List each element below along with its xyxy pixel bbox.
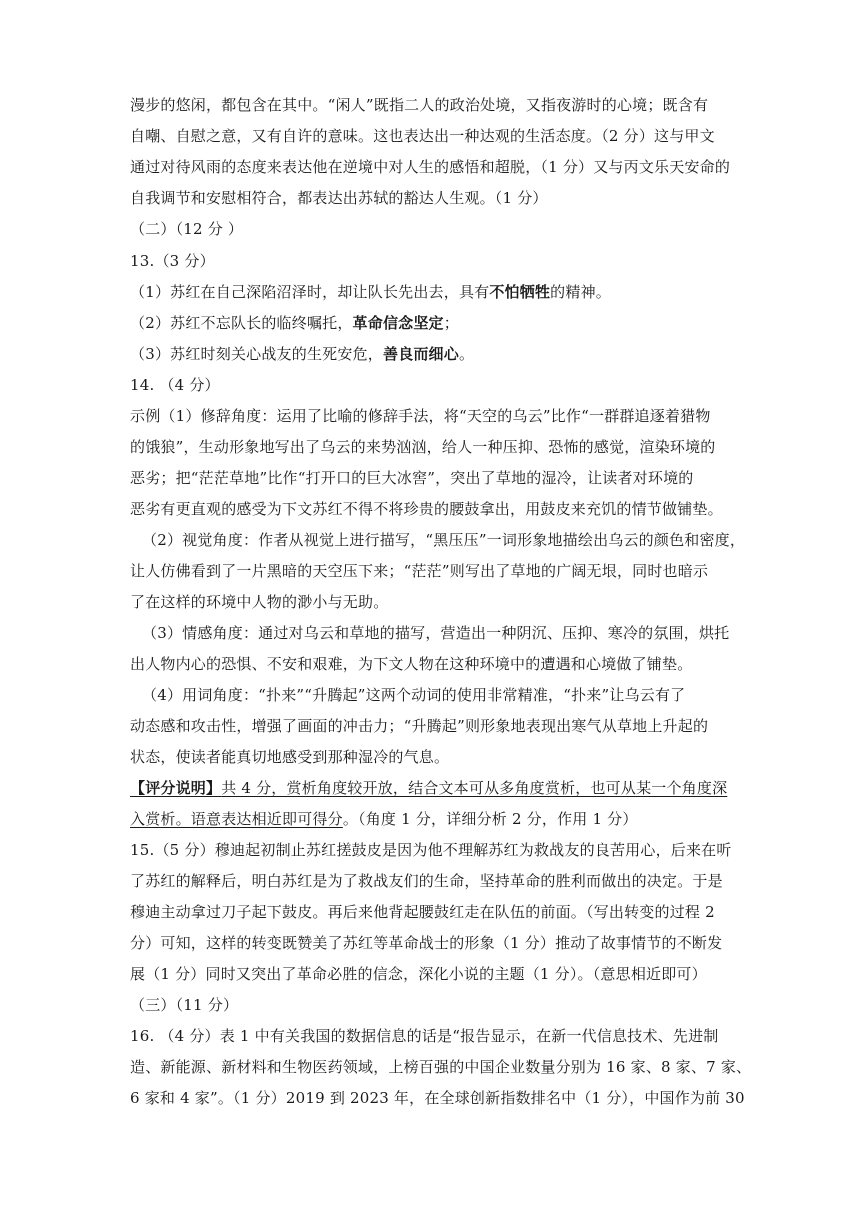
text-line <box>130 313 770 333</box>
text-segment: 13.（3 分） <box>130 252 215 270</box>
text-segment: 分）可知，这样的转变既赞美了苏红等革命战士的形象（1 分）推动了故事情节的不断发 <box>130 934 723 952</box>
text-segment: 穆迪主动拿过刀子起下鼓皮。再后来他背起腰鼓红走在队伍的前面。（写出转变的过程 2 <box>130 903 715 921</box>
text-segment: 展（1 分）同时又突出了革命必胜的信念，深化小说的主题（1 分）。（意思相近即可） <box>130 965 707 983</box>
text-line <box>142 685 782 705</box>
text-line <box>130 95 770 115</box>
text-segment: 恶劣有更直观的感受为下文苏红不得不将珍贵的腰鼓拿出，用鼓皮来充饥的情节做铺垫。 <box>130 500 723 518</box>
text-segment: 的饿狼”，生动形象地写出了乌云的来势汹汹，给人一种压抑、恐怖的感觉，渲染环境的 <box>130 438 716 456</box>
text-line <box>130 1026 770 1046</box>
text-line <box>130 282 770 302</box>
text-line <box>130 126 770 146</box>
text-line <box>130 902 770 922</box>
text-segment: 14. （4 分） <box>130 376 220 394</box>
text-line <box>130 561 770 581</box>
text-line <box>130 406 770 426</box>
text-line <box>130 251 770 271</box>
text-segment: 15.（5 分）穆迪起初制止苏红搓鼓皮是因为他不理解苏红为救战友的良苦用心，后来在听 <box>130 841 732 859</box>
text-segment: （2）苏红不忘队长的临终嘱托， <box>130 314 353 332</box>
text-segment: （3）情感角度：通过对乌云和草地的描写，营造出一种阴沉、压抑、寒冷的氛围，烘托 <box>142 624 730 642</box>
text-segment: 自嘲、自慰之意，又有自许的意味。这也表达出一种达观的生活态度。（2 分）这与甲文 <box>130 127 715 145</box>
text-line <box>130 468 770 488</box>
text-line <box>130 716 770 736</box>
text-segment: 示例（1）修辞角度：运用了比喻的修辞手法，将“天空的乌云”比作“一群群追逐着猎物 <box>130 407 711 425</box>
text-segment: 自我调节和安慰相符合，都表达出苏轼的豁达人生观。（1 分） <box>130 189 548 207</box>
text-segment: 通过对待风雨的态度来表达他在逆境中对人生的感悟和超脱，（1 分）又与丙文乐天安命的 <box>130 158 731 176</box>
text-line <box>130 188 770 208</box>
text-line <box>130 592 770 612</box>
text-line <box>130 1088 770 1108</box>
text-segment: （3）苏红时刻关心战友的生死安危， <box>130 345 383 363</box>
text-line <box>142 530 782 550</box>
text-segment: 出人物内心的恐惧、不安和艰难，为下文人物在这种环境中的遭遇和心境做了铺垫。 <box>130 655 693 673</box>
text-line <box>130 964 770 984</box>
text-line <box>130 933 770 953</box>
text-segment: 让人仿佛看到了一片黑暗的天空压下来；“茫茫”则写出了草地的广阔无垠，同时也暗示 <box>130 562 709 580</box>
text-line <box>130 499 770 519</box>
text-segment: （1）苏红在自己深陷沼泽时，却让队长先出去，具有 <box>130 283 490 301</box>
text-line <box>130 157 770 177</box>
emphasis-text: 革命信念坚定 <box>352 314 444 332</box>
text-line <box>130 344 770 364</box>
text-segment: 状态，使读者能真切地感受到那种湿冷的气息。 <box>130 748 450 766</box>
text-segment: 16. （4 分）表 1 中有关我国的数据信息的话是“报告显示，在新一代信息技术、先进制 <box>130 1027 719 1045</box>
emphasis-text: 不怕牺牲 <box>489 283 551 301</box>
text-line <box>130 219 770 239</box>
text-segment: 的精神。 <box>550 283 611 301</box>
text-line <box>130 654 770 674</box>
text-segment: 6 家和 4 家”。（1 分）2019 到 2023 年，在全球创新指数排名中（1 分），中国作为前 30 <box>130 1089 745 1107</box>
text-segment: 漫步的悠闲，都包含在其中。“闲人”既指二人的政治处境，又指夜游时的心境；既含有 <box>130 96 709 114</box>
text-segment: ； <box>443 314 459 332</box>
text-line <box>130 747 770 767</box>
text-line <box>130 871 770 891</box>
text-segment: 动态感和攻击性，增强了画面的冲击力；“升腾起”则形象地表现出寒气从草地上升起的 <box>130 717 709 735</box>
text-segment: （2）视觉角度：作者从视觉上进行描写，“黑压压”一词形象地描绘出乌云的颜色和密度， <box>142 531 746 549</box>
text-segment: 恶劣；把“茫茫草地”比作“打开口的巨大冰窖”，突出了草地的湿冷，让读者对环境的 <box>130 469 694 487</box>
text-segment: 了在这样的环境中人物的渺小与无助。 <box>130 593 389 611</box>
text-line <box>130 778 770 798</box>
text-line <box>130 375 770 395</box>
text-line <box>130 809 770 829</box>
text-segment: 共 4 分，赏析角度较开放，结合文本可从多角度赏析，也可从某一个角度深 <box>221 779 728 797</box>
text-line <box>130 437 770 457</box>
text-line <box>142 623 782 643</box>
text-line <box>130 1057 770 1077</box>
text-line <box>130 995 770 1015</box>
text-segment: 入赏析。语意表达相近即可得分 <box>130 810 343 828</box>
text-line <box>130 840 770 860</box>
emphasis-text: 善良而细心 <box>382 345 459 363</box>
text-segment: （4）用词角度：“扑来”“升腾起”这两个动词的使用非常精准，“扑来”让乌云有了 <box>142 686 686 704</box>
text-segment: （三）（11 分） <box>130 996 239 1014</box>
text-segment: 造、新能源、新材料和生物医药领域，上榜百强的中国企业数量分别为 16 家、8 家、7 家、 <box>130 1058 752 1076</box>
text-segment: 。（角度 1 分，详细分析 2 分，作用 1 分） <box>342 810 638 828</box>
text-segment: 。 <box>458 345 475 363</box>
text-segment: （二）（12 分 ） <box>130 220 244 238</box>
text-segment: 了苏红的解释后，明白苏红是为了救战友们的生命，坚持革命的胜利而做出的决定。于是 <box>130 872 723 890</box>
emphasis-text: 【评分说明】 <box>130 779 222 797</box>
